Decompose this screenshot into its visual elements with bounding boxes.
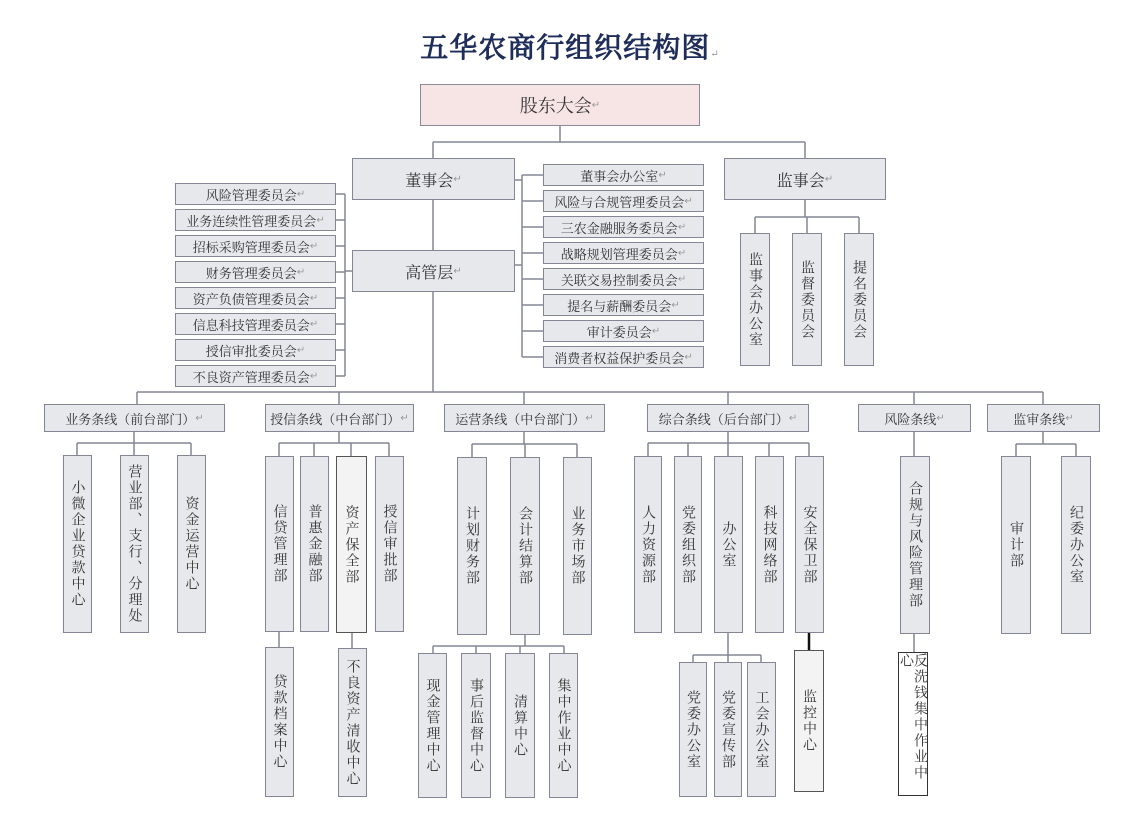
senior-management-box <box>352 250 515 292</box>
department-box <box>120 455 149 633</box>
management-committee-box <box>175 365 336 387</box>
box-label: 营业部、支行、分理处 <box>126 464 143 624</box>
business-line-box <box>265 404 414 432</box>
board-committee-box <box>543 320 704 342</box>
box-label: 消费者权益保护委员会 <box>554 351 685 367</box>
board-committee-box <box>543 294 704 316</box>
business-line-box <box>987 404 1100 432</box>
sub-unit-box <box>505 653 535 798</box>
box-label: 风险与合规管理委员会 <box>554 195 685 211</box>
box-label: 提名委员会 <box>851 259 867 340</box>
sub-unit-box <box>418 653 447 798</box>
board-committee-box <box>543 216 704 238</box>
board-committee-box <box>543 268 704 290</box>
box-label: 党委宣传部 <box>720 689 736 770</box>
sub-unit-box <box>679 662 707 797</box>
box-label: 监审条线 <box>1013 412 1066 428</box>
management-committee-box <box>175 313 336 335</box>
sub-unit-box <box>898 652 928 796</box>
box-label: 股东大会 <box>519 96 592 117</box>
box-label: 纪委办公室 <box>1068 505 1084 585</box>
box-label: 普惠金融部 <box>306 504 323 584</box>
box-label: 不良资产管理委员会 <box>192 370 310 386</box>
department-box <box>755 456 784 633</box>
box-label: 高管层 <box>405 262 454 282</box>
department-box <box>265 456 294 632</box>
box-label: 关联交易控制委员会 <box>560 273 678 289</box>
box-label: 三农金融服务委员会 <box>560 221 678 237</box>
business-line-box <box>444 404 605 432</box>
box-label: 业务条线（前台部门） <box>65 412 196 428</box>
supervisory-unit-box <box>792 233 822 366</box>
box-label: 授信条线（中台部门） <box>270 412 401 428</box>
box-label: 业务连续性管理委员会 <box>186 214 317 230</box>
management-committee-box <box>175 287 336 309</box>
department-box <box>674 456 702 633</box>
box-label: 审计委员会 <box>586 325 652 341</box>
box-label: 集中作业中心 <box>555 677 572 774</box>
box-label: 反洗钱集中作业中心 <box>898 653 928 781</box>
box-label: 董事会 <box>405 170 454 190</box>
supervisory-board-box <box>724 158 886 200</box>
board-committee-box <box>543 242 704 264</box>
management-committee-box <box>175 183 336 205</box>
management-committee-box <box>175 261 336 283</box>
sub-unit-box <box>461 653 491 798</box>
box-label: 科技网络部 <box>761 504 778 585</box>
board-committee-box <box>543 346 704 368</box>
box-label: 不良资产清收中心 <box>344 658 361 787</box>
department-box <box>1061 456 1091 634</box>
box-label: 合规与风险管理部 <box>907 481 923 609</box>
sub-unit-box <box>549 653 578 798</box>
box-label: 授信审批委员会 <box>205 344 297 360</box>
box-label: 财务管理委员会 <box>205 266 297 282</box>
box-label: 办公室 <box>720 520 737 569</box>
supervisory-unit-box <box>844 233 874 366</box>
box-label: 工会办公室 <box>753 689 770 770</box>
box-label: 信贷管理部 <box>271 504 288 584</box>
box-label: 风险管理委员会 <box>205 188 297 204</box>
sub-unit-box <box>265 647 294 797</box>
department-box <box>634 456 662 633</box>
box-label: 综合条线（后台部门） <box>658 412 789 428</box>
management-committee-box <box>175 209 336 231</box>
department-box <box>510 457 540 635</box>
board-of-directors-box <box>352 158 515 200</box>
box-label: 业务市场部 <box>569 506 586 586</box>
box-label: 清算中心 <box>512 693 528 758</box>
department-box <box>177 455 206 633</box>
business-line-box <box>858 404 971 432</box>
box-label: 资金运营中心 <box>183 496 200 592</box>
box-label: 信息科技管理委员会 <box>192 318 310 334</box>
sub-unit-box <box>794 650 824 792</box>
board-committee-box <box>543 190 704 212</box>
business-line-box <box>44 404 225 432</box>
management-committee-box <box>175 235 336 257</box>
shareholders-meeting-box <box>420 84 700 126</box>
box-label: 授信审批部 <box>381 504 398 584</box>
sub-unit-box <box>747 662 776 797</box>
box-label: 计划财务部 <box>464 506 480 586</box>
box-label: 风险条线 <box>884 412 937 428</box>
department-box <box>375 456 404 632</box>
supervisory-unit-box <box>740 233 770 366</box>
department-box <box>300 456 329 632</box>
department-box <box>714 456 743 633</box>
box-label: 董事会办公室 <box>580 169 659 185</box>
box-label: 资产负债管理委员会 <box>192 292 310 308</box>
department-box <box>900 456 930 634</box>
board-committee-box <box>543 164 704 186</box>
department-box <box>63 455 92 633</box>
department-box <box>336 456 367 633</box>
chart-title: 五华农商行组织结构图 ↵ <box>0 26 1140 66</box>
box-label: 事后监督中心 <box>468 677 484 774</box>
box-label: 招标采购管理委员会 <box>192 240 310 256</box>
box-label: 会计结算部 <box>517 506 533 586</box>
sub-unit-box <box>338 648 367 797</box>
box-label: 贷款档案中心 <box>271 674 288 770</box>
box-label: 运营条线（中台部门） <box>455 412 586 428</box>
box-label: 资产保全部 <box>343 504 360 585</box>
box-label: 现金管理中心 <box>424 677 441 774</box>
department-box <box>457 457 487 635</box>
box-label: 监控中心 <box>801 689 817 753</box>
box-label: 小微企业贷款中心 <box>69 480 86 608</box>
box-label: 监督委员会 <box>799 259 815 340</box>
box-label: 安全保卫部 <box>801 504 818 585</box>
box-label: 监事会 <box>776 170 825 190</box>
box-label: 党委组织部 <box>680 504 696 585</box>
box-label: 党委办公室 <box>685 689 701 770</box>
box-label: 人力资源部 <box>640 504 656 585</box>
business-line-box <box>647 404 809 432</box>
box-label: 战略规划管理委员会 <box>560 247 678 263</box>
department-box <box>1001 456 1031 634</box>
box-label: 监事会办公室 <box>747 251 763 348</box>
box-label: 审计部 <box>1008 521 1024 569</box>
department-box <box>563 457 592 635</box>
department-box <box>795 456 824 633</box>
box-label: 提名与薪酬委员会 <box>567 299 672 315</box>
sub-unit-box <box>714 662 742 797</box>
management-committee-box <box>175 339 336 361</box>
